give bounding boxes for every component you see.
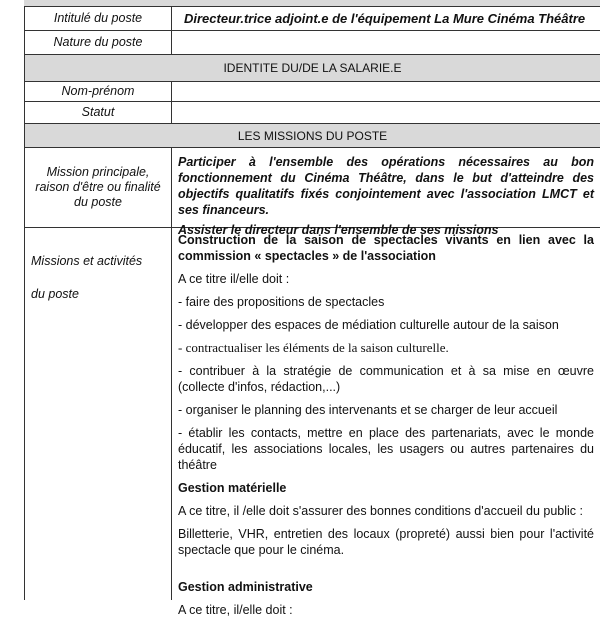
saison-a-ce-titre: A ce titre il/elle doit : <box>178 272 290 286</box>
nom-label: Nom-prénom <box>24 82 172 102</box>
missions-activites-label <box>24 228 172 600</box>
missions-activites-label-line1: Missions et activités <box>31 254 143 268</box>
mission-principale-cell <box>172 148 600 237</box>
gestion-administrative-intro: A ce titre, il/elle doit : <box>178 603 293 617</box>
intitule-row <box>24 7 600 31</box>
gestion-materielle-details: Billetterie, VHR, entretien des locaux (propreté) aussi bien pour l'activité spectacle que pour le cinéma. <box>178 527 594 557</box>
mission-principale-row <box>24 148 600 237</box>
gestion-materielle-intro: A ce titre, il /elle doit s'assurer des bonnes conditions d'accueil du public : <box>178 504 583 518</box>
intitule-value-cell <box>172 7 600 31</box>
saison-item: - établir les contacts, mettre en place des partenariats, avec le monde éducatif, les associations locales, les usagers ou autres partenaires du théâtre <box>178 426 594 472</box>
intitule-value: Directeur.trice adjoint.e de l'équipement La Mure Cinéma Théâtre <box>184 11 586 26</box>
saison-item: - faire des propositions de spectacles <box>178 295 385 309</box>
identite-section-heading: IDENTITE DU/DE LA SALARIE.E <box>24 55 600 82</box>
mission-principale-text: Participer à l'ensemble des opérations nécessaires au bon fonctionnement du Cinéma Théâtre, dans le but d'atteindre des objectifs qualitatifs fixés conjointement avec l'association LMCT et ses financeurs. <box>178 155 594 217</box>
mission-principale-label: Mission principale, raison d'être ou finalité du poste <box>24 148 172 228</box>
statut-row <box>24 102 600 124</box>
missions-section-heading: LES MISSIONS DU POSTE <box>24 124 600 148</box>
nature-label: Nature du poste <box>24 31 172 55</box>
statut-label: Statut <box>24 102 172 124</box>
spacer <box>178 565 594 579</box>
statut-value-cell <box>172 102 600 124</box>
saison-item: - contractualiser les éléments de la saison culturelle. <box>178 340 449 355</box>
missions-activites-label-line2: du poste <box>31 287 79 301</box>
intitule-label: Intitulé du poste <box>24 7 172 31</box>
nom-value-cell <box>172 82 600 102</box>
nom-row <box>24 82 600 102</box>
table-top-edge <box>24 0 600 7</box>
gestion-administrative-heading: Gestion administrative <box>178 580 313 594</box>
missions-activites-row <box>24 228 600 617</box>
saison-item: - contribuer à la stratégie de communication et à sa mise en œuvre (collecte d'infos, rédaction,...) <box>178 364 594 394</box>
nature-row <box>24 31 600 55</box>
gestion-materielle-heading: Gestion matérielle <box>178 481 287 495</box>
mission-assister-text: Assister le directeur dans l'ensemble de ses missions <box>178 223 499 237</box>
saison-item: - organiser le planning des intervenants et se charger de leur accueil <box>178 403 558 417</box>
saison-heading: Construction de la saison de spectacles vivants en lien avec la commission « spectacles » de l'association <box>178 233 594 263</box>
missions-activites-content <box>172 228 600 617</box>
saison-item: - développer des espaces de médiation culturelle autour de la saison <box>178 318 559 332</box>
nature-value-cell <box>172 31 600 55</box>
